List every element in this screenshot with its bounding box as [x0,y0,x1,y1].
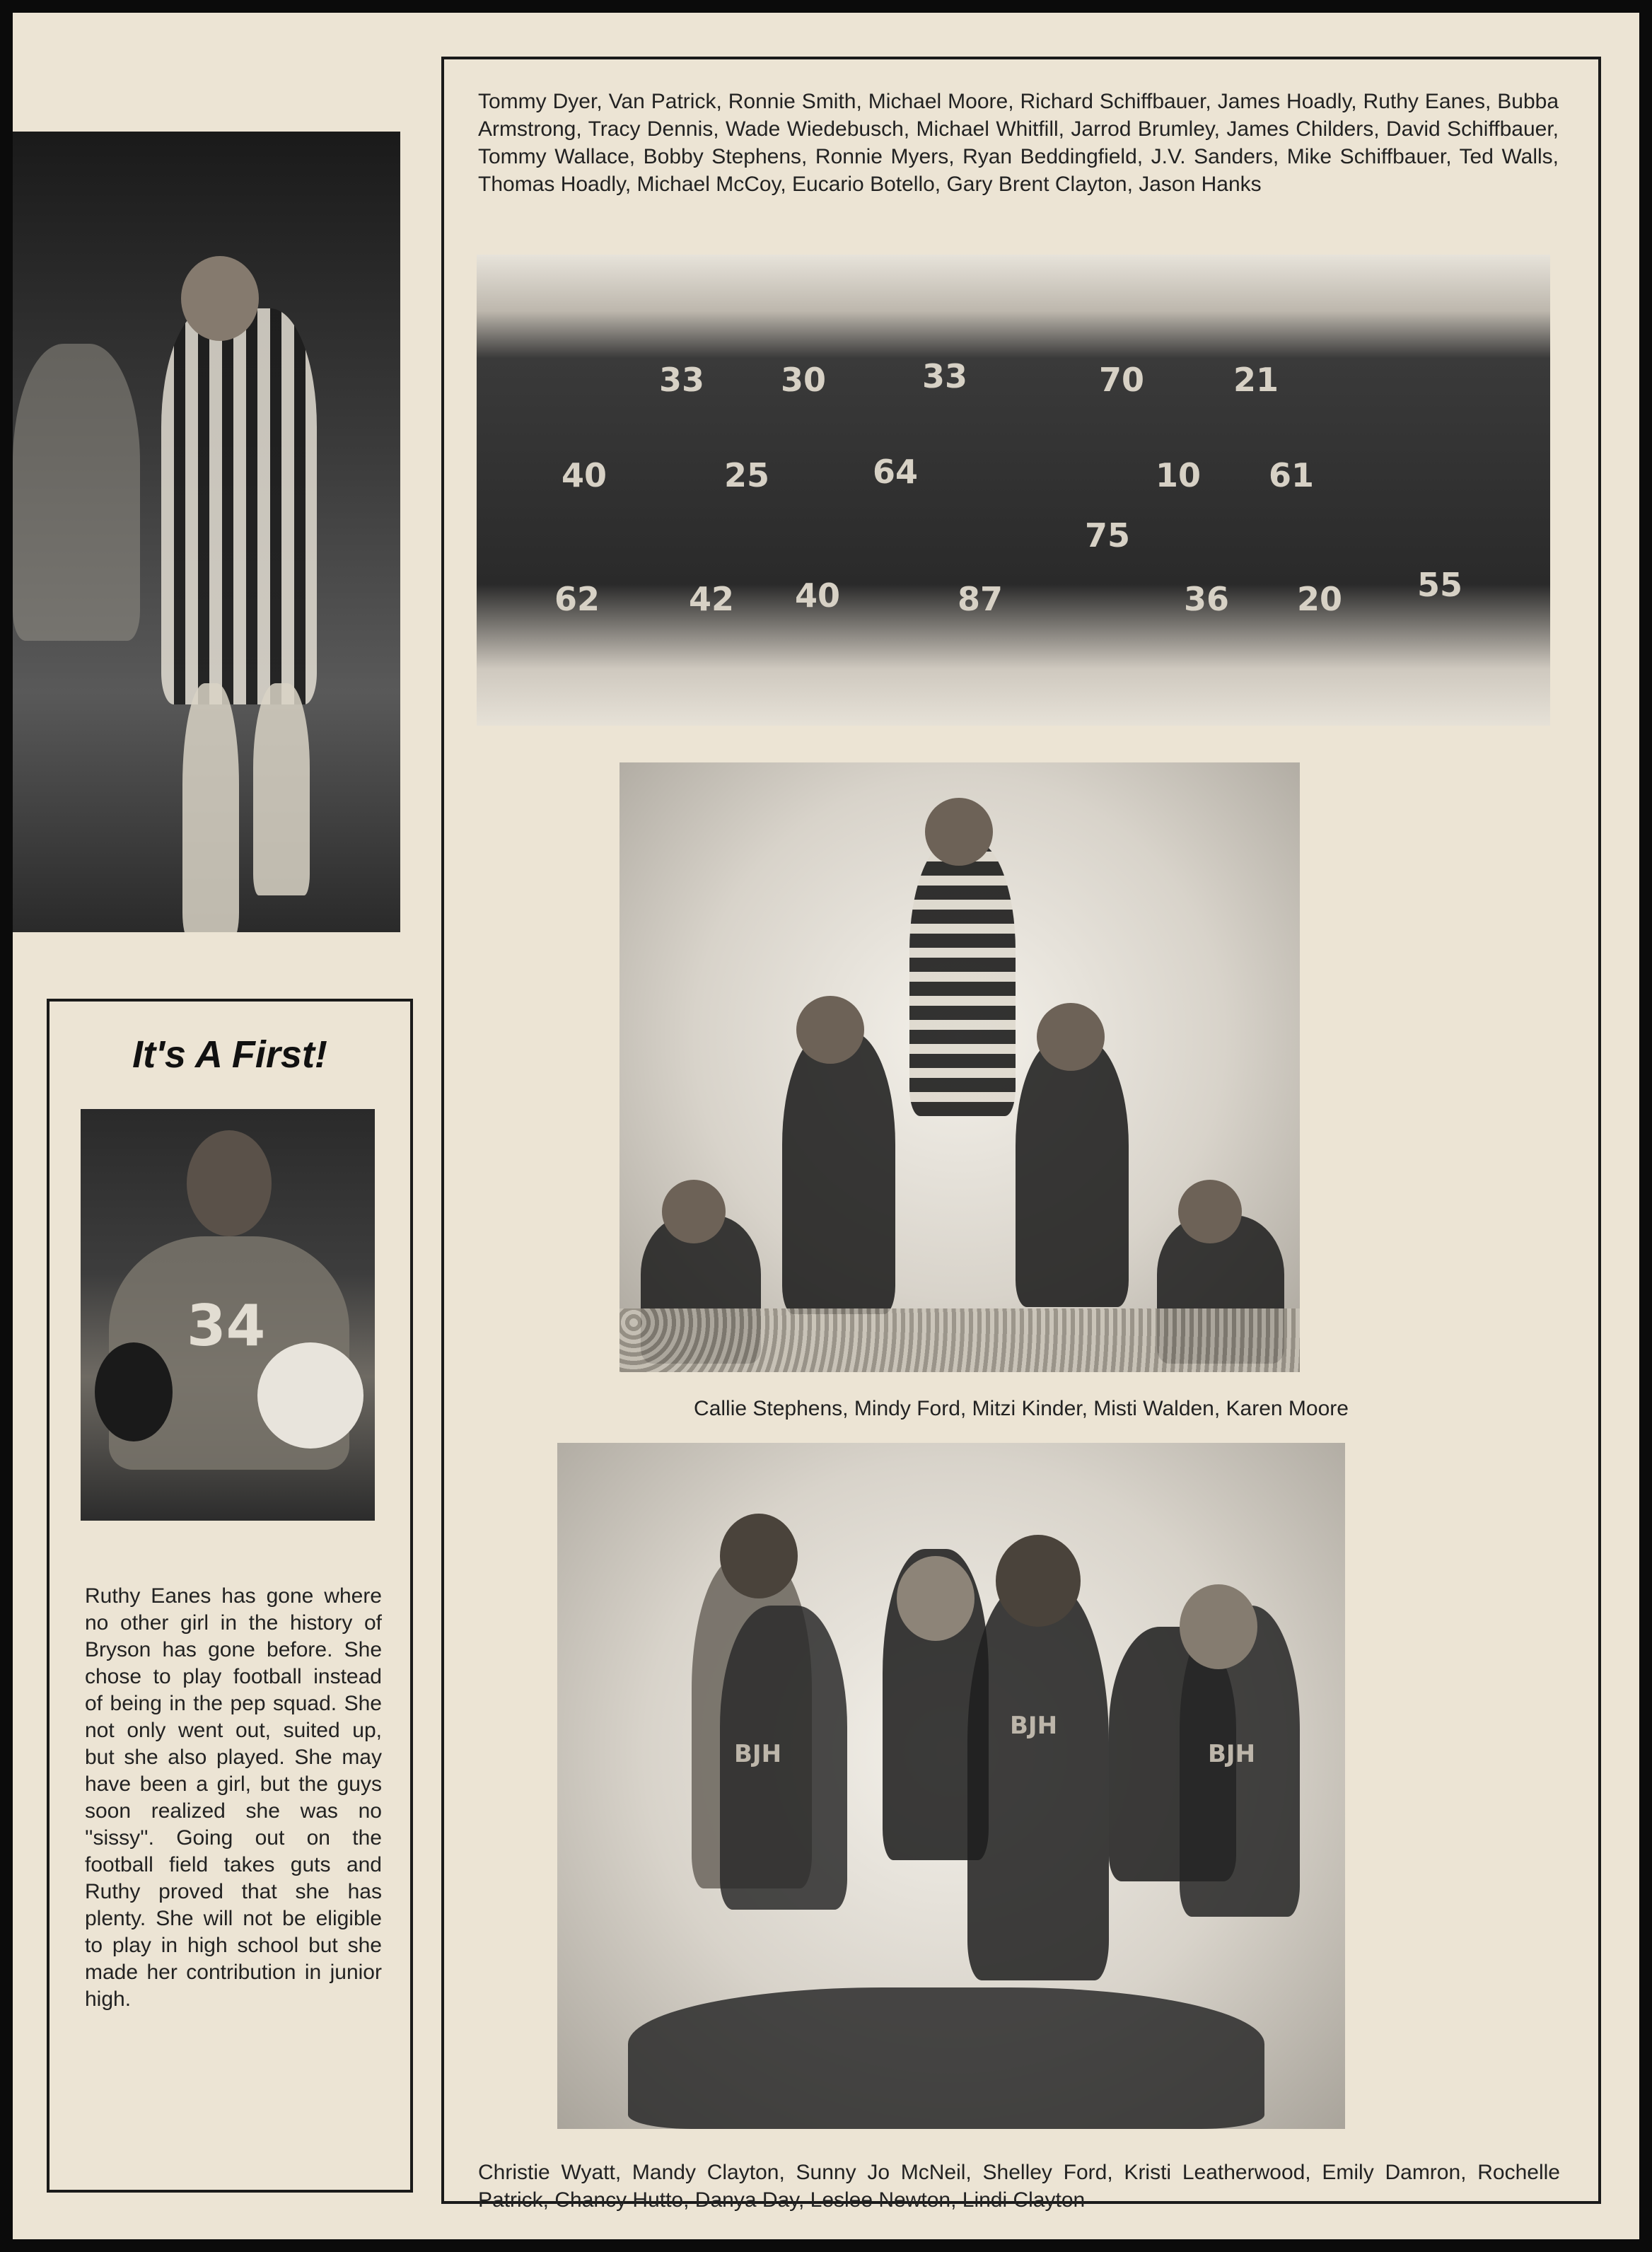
jersey-number: 33 [922,357,968,395]
jersey-number: 25 [724,456,770,494]
shirt-lettering: BJH [1010,1712,1058,1740]
jersey-number: 40 [795,576,841,615]
player-portrait-photo [81,1109,375,1521]
sidebar-box [47,999,413,2193]
pep-squad-caption: Christie Wyatt, Mandy Clayton, Sunny Jo McNeil, Shelley Ford, Kristi Leatherwood, Emily Damron, Rochelle Patrick, Chancy Hutto, Danya Day, Leslee Newton, Lindi Clayton [478,2161,1560,2212]
jersey-number: 33 [659,361,705,399]
cheerleaders-photo [620,762,1300,1372]
jersey-number: 64 [873,453,919,491]
jersey-number: 40 [562,456,607,494]
main-frame [441,57,1601,2212]
jersey-number: 30 [781,361,827,399]
pep-squad-photo [557,1443,1345,2129]
jersey-number: 70 [1099,361,1145,399]
jersey-number: 87 [958,580,1004,618]
jersey-number: 20 [1297,580,1343,618]
jersey-number: 61 [1269,456,1315,494]
jersey-number: 42 [689,580,735,618]
jersey-number: 75 [1085,516,1131,555]
jersey-number: 62 [554,580,600,618]
football-roster-caption: Tommy Dyer, Van Patrick, Ronnie Smith, Michael Moore, Richard Schiffbauer, James Hoadly, Ruthy Eanes, Bubba Armstrong, Tracy Dennis, Wade Wiedebusch, Michael Whitfill, Jarrod Brumley, James Childers, David Schiffbauer, Tommy Wallace, Bobby Stephens, Ronnie Myers, Ryan Beddingfield, J.V. Sanders, Mike Schiffbauer, Ted Walls, Thomas Hoadly, Michael McCoy, Eucario Botello, Gary Brent Clayton, Jason Hanks [478,90,1559,196]
jersey-number: 10 [1156,456,1202,494]
jersey-number: 36 [1184,580,1230,618]
shirt-lettering: BJH [734,1740,782,1768]
sidebar-story: Ruthy Eanes has gone where no other girl in the history of Bryson has gone before. She chose to play football instead of being in the pep squad. She not only went out, suited up, but she also played. She may have been a girl, but the guys soon realized she was no ''sissy''. Going out on the football field takes guts and Ruthy proved that she has plenty. She will not be eligible to play in high school but she made her contribution in junior high. [85,1584,382,2011]
jersey-number: 21 [1233,361,1279,399]
jersey-number: 34 [187,1293,266,1359]
shirt-lettering: BJH [1208,1740,1256,1768]
referee-photo [13,132,400,932]
cheerleaders-caption: Callie Stephens, Mindy Ford, Mitzi Kinder, Misti Walden, Karen Moore [694,1397,1349,1420]
yearbook-page [13,13,1639,2239]
football-team-photo [477,255,1550,726]
sidebar-headline: It's A First! [132,1033,327,1076]
jersey-number: 55 [1417,566,1463,604]
